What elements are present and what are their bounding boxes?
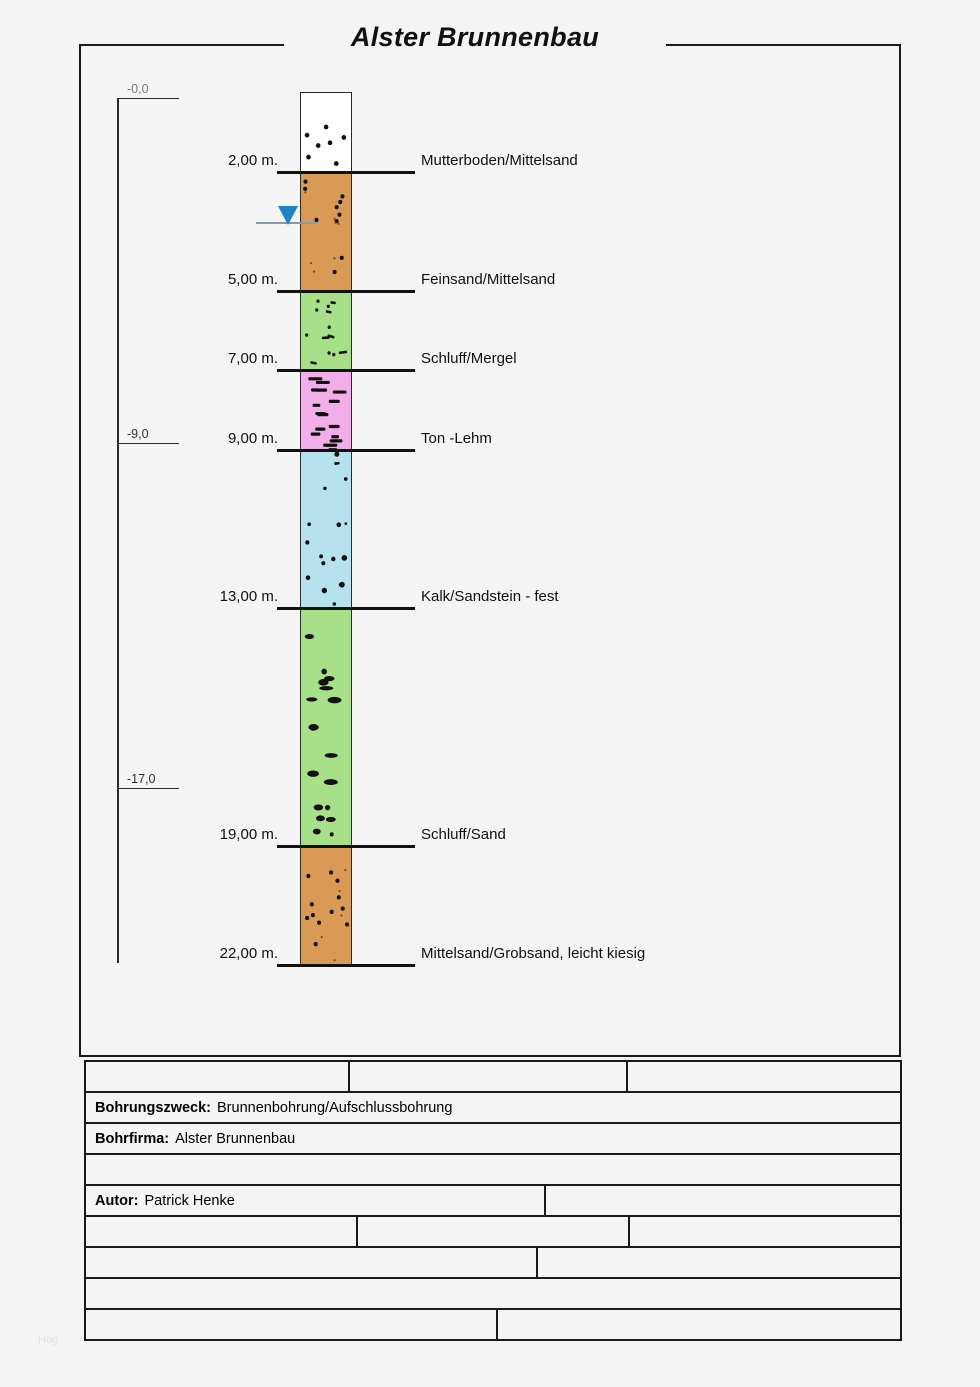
form-field-empty[interactable] [544,1186,900,1215]
table-row [86,1310,900,1341]
layer-leader-line [352,845,415,848]
lithology-layer [301,291,351,370]
layer-depth-label: 2,00 m. [227,152,278,170]
layer-boundary-line [277,607,355,610]
layer-boundary-line [277,964,355,967]
elevation-scale-axis [117,98,119,963]
form-field-empty[interactable] [86,1155,900,1184]
layer-description-label: Feinsand/Mittelsand [421,271,556,289]
table-row [86,1062,900,1093]
layer-boundary-line [277,369,355,372]
layer-description-label: Kalk/Sandstein - fest [421,588,559,606]
elevation-tick-label: -17,0 [127,772,156,786]
layer-depth-label: 9,00 m. [227,429,278,447]
layer-leader-line [352,290,415,293]
table-row [86,1155,900,1186]
elevation-tick-label: -0,0 [127,82,149,96]
layer-description-label: Schluff/Mergel [421,350,517,368]
form-field-empty[interactable] [356,1217,628,1246]
lithology-layer [301,608,351,846]
form-field-empty[interactable] [86,1310,496,1339]
lithology-layer [301,370,351,449]
elevation-tick-label: -9,0 [127,427,149,441]
layer-description-label: Schluff/Sand [421,826,506,844]
layer-boundary-line [277,449,355,452]
form-field-empty[interactable] [86,1248,536,1277]
lithology-layer [301,846,351,965]
form-field-empty[interactable] [626,1062,900,1091]
table-row [86,1279,900,1310]
layer-description-label: Mutterboden/Mittelsand [421,152,578,170]
drawing-frame [79,44,901,1057]
layer-leader-line [352,449,415,452]
form-field-empty[interactable] [86,1062,348,1091]
groundwater-table-icon [256,200,318,230]
form-field[interactable] [86,1124,900,1153]
layer-depth-label: 22,00 m. [219,945,278,962]
form-field-value: Brunnenbohrung/Aufschlussbohrung [217,1099,453,1116]
lithology-layer [301,450,351,609]
elevation-tick-line [117,98,179,99]
table-row [86,1217,900,1248]
layer-depth-label: 19,00 m. [219,826,278,844]
layer-depth-label: 13,00 m. [219,588,278,606]
form-field-value: Alster Brunnenbau [175,1130,296,1147]
watermark: Hog [38,1334,59,1346]
table-row [86,1186,900,1217]
form-field-empty[interactable] [348,1062,626,1091]
layer-depth-label: 5,00 m. [227,271,278,289]
form-field-label: Bohrungszweck: [95,1099,212,1116]
page-title: Alster Brunnenbau [350,22,600,52]
lithology-layer [301,93,351,172]
form-field[interactable] [86,1093,900,1122]
table-row [86,1124,900,1155]
elevation-tick-line [117,788,179,789]
layer-description-label: Ton -Lehm [421,429,492,447]
form-field-value: Patrick Henke [144,1192,235,1209]
layer-depth-label: 7,00 m. [227,350,278,368]
layer-boundary-line [277,290,355,293]
form-field-empty[interactable] [86,1279,900,1308]
form-field[interactable] [86,1186,544,1215]
form-field-label: Autor: [95,1192,139,1209]
layer-boundary-line [277,845,355,848]
form-field-empty[interactable] [86,1217,356,1246]
layer-boundary-line [277,171,355,174]
layer-leader-line [352,964,415,967]
table-row [86,1248,900,1279]
layer-leader-line [352,607,415,610]
groundwater-triangle-icon [278,206,298,225]
form-field-empty[interactable] [496,1310,900,1339]
info-table [84,1060,902,1341]
layer-leader-line [352,171,415,174]
form-field-empty[interactable] [536,1248,900,1277]
layer-description-label: Mittelsand/Grobsand, leicht kiesig [421,945,646,962]
lithology-layer [301,172,351,291]
form-field-empty[interactable] [628,1217,900,1246]
layer-leader-line [352,369,415,372]
form-field-label: Bohrfirma: [95,1130,170,1147]
table-row [86,1093,900,1124]
